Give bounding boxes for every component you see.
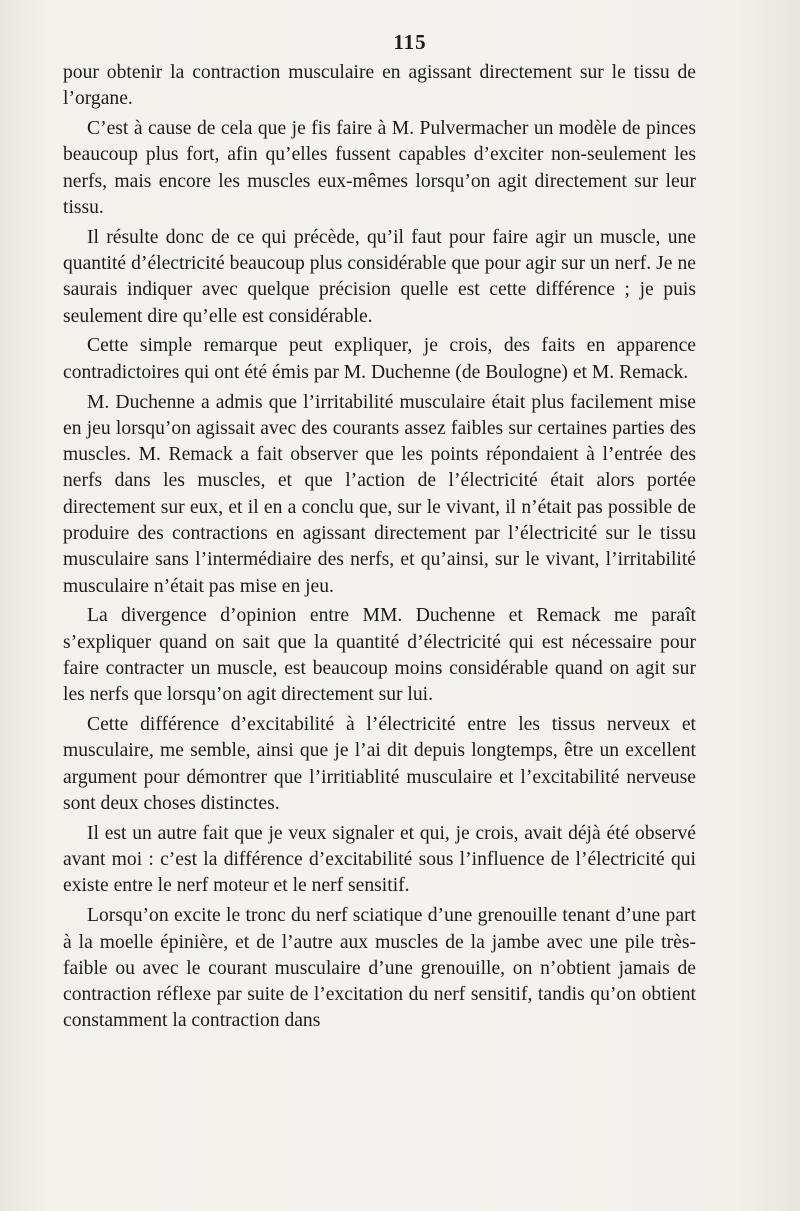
paragraph: Il résulte donc de ce qui précède, qu’il faut pour faire agir un muscle, une quantité d’électricité beaucoup plus considérable que pour agir sur un nerf. Je ne saurais indiquer avec quelque précision quelle est cette différence ; je puis seulement dire qu’elle est considérable. <box>63 226 696 327</box>
paragraph: Il est un autre fait que je veux signaler et qui, je crois, avait déjà été observé avant moi : c’est la différence d’excitabilité sous l’influence de l’électricité qui existe entre le nerf moteur et le nerf sensitif. <box>63 822 696 897</box>
paragraph: La divergence d’opinion entre MM. Duchenne et Remack me paraît s’expliquer quand on sait que la quantité d’électricité qui est nécessaire pour faire contracter un muscle, est beaucoup moins considérable quand on agit sur les nerfs que lorsqu’on agit directement sur lui. <box>63 605 696 706</box>
paragraph: Cette différence d’excitabilité à l’électricité entre les tissus nerveux et musculaire, me semble, ainsi que je l’ai dit depuis longtemps, être un excellent argument pour démontrer que l’irritiablité musculaire et l’excitabilité nerveuse sont deux choses distinctes. <box>63 714 696 815</box>
paragraph: Lorsqu’on excite le tronc du nerf sciatique d’une grenouille tenant d’une part à la moelle épinière, et de l’autre aux muscles de la jambe avec une pile très-faible ou avec le courant musculaire d’une grenouille, on n’obtient jamais de contraction réflexe par suite de l’excitation du nerf sensitif, tandis qu’on obtient constamment la contraction dans <box>63 905 696 1032</box>
paragraph: Cette simple remarque peut expliquer, je crois, des faits en apparence contradictoires qui ont été émis par M. Duchenne (de Boulogne) et M. Remack. <box>63 335 696 383</box>
paragraph: pour obtenir la contraction musculaire en agissant directement sur le tissu de l’organe. <box>63 62 696 110</box>
body-text <box>63 60 696 1035</box>
paragraph: M. Duchenne a admis que l’irritabilité musculaire était plus facilement mise en jeu lorsqu’on agissait avec des courants assez faibles sur certaines parties des muscles. M. Remack a fait observer que les points répondaient à l’entrée des nerfs dans les muscles, et que l’action de l’électricité était alors portée directement sur eux, et il en a conclu que, sur le vivant, il n’était pas possible de produire des contractions en agissant directement par l’électricité sur le tissu musculaire sans l’intermédiaire des nerfs, et qu’ainsi, sur le vivant, l’irritabilité musculaire n’était pas mise en jeu. <box>63 391 696 597</box>
page-number: 115 <box>393 30 427 54</box>
paragraph: C’est à cause de cela que je fis faire à M. Pulvermacher un modèle de pinces beaucoup plus fort, afin qu’elles fussent capables d’exciter non-seulement les nerfs, mais encore les muscles eux-mêmes lorsqu’on agit directement sur leur tissu. <box>63 118 696 218</box>
